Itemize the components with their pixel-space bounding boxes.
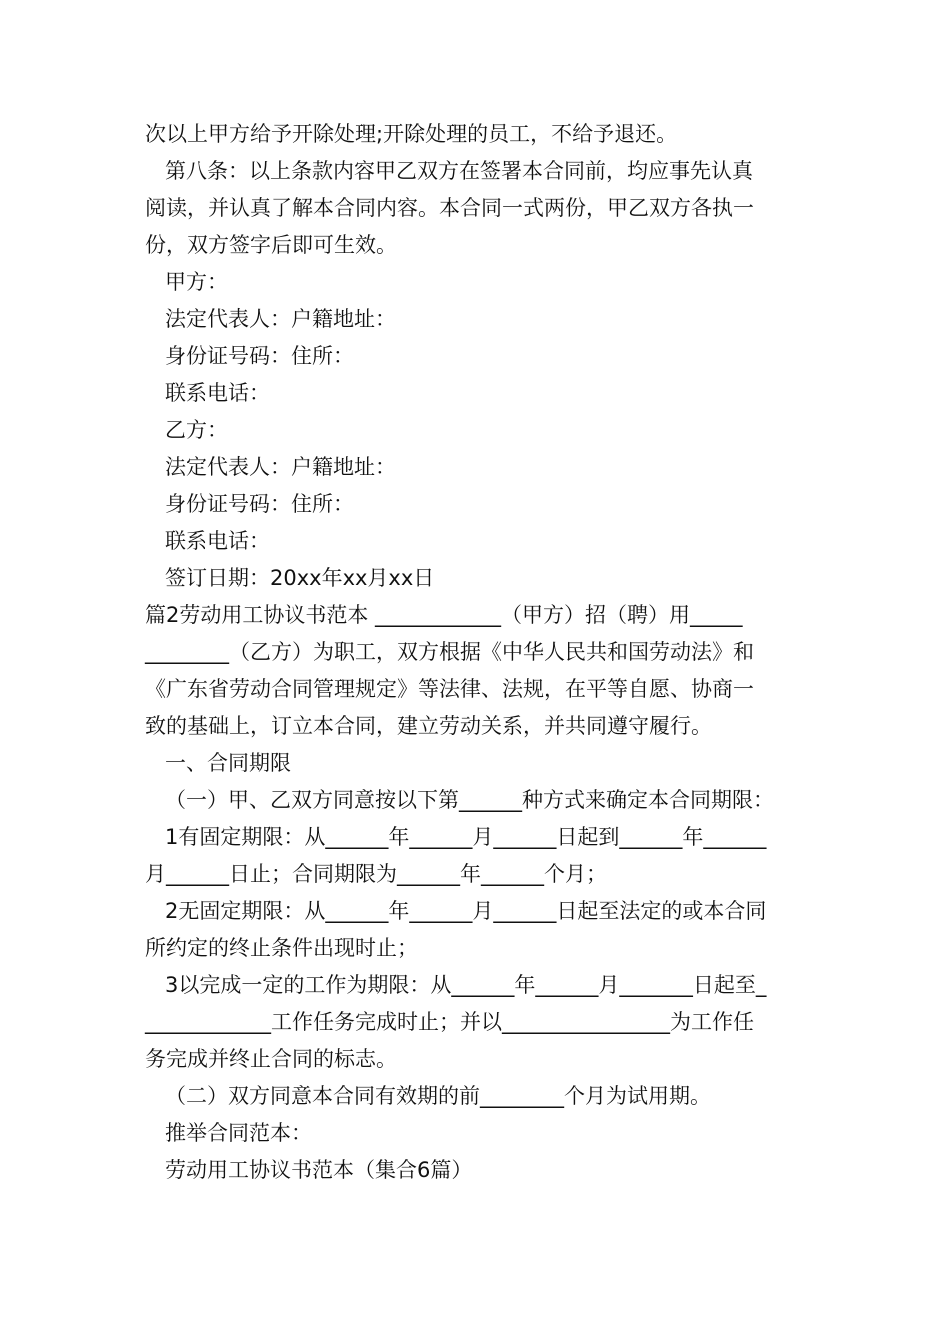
- open-term-line: 2无固定期限：从______年______月______日起至法定的或本合同: [165, 899, 767, 923]
- text-line: 所约定的终止条件出现时止；: [145, 936, 418, 960]
- text-line: 致的基础上，订立本合同，建立劳动关系，并共同遵守履行。: [145, 714, 712, 738]
- text-line: 务完成并终止合同的标志。: [145, 1047, 397, 1071]
- text-line: 阅读，并认真了解本合同内容。本合同一式两份，甲乙双方各执一: [145, 196, 754, 220]
- section-heading: 篇2劳动用工协议书范本 ____________（甲方）招（聘）用_____: [145, 603, 743, 627]
- recommended-link[interactable]: 劳动用工协议书范本（集合6篇）: [165, 1158, 473, 1182]
- text-line: 份，双方签字后即可生效。: [145, 233, 397, 257]
- party-a-representative: 法定代表人：户籍地址：: [165, 307, 396, 331]
- party-b-representative: 法定代表人：户籍地址：: [165, 455, 396, 479]
- party-b-id-number: 身份证号码：住所：: [165, 492, 354, 516]
- party-a-label: 甲方：: [165, 270, 228, 294]
- text-line: ____________工作任务完成时止；并以________________为工作任: [145, 1010, 754, 1034]
- party-a-phone: 联系电话：: [165, 381, 270, 405]
- text-line: 《广东省劳动合同管理规定》等法律、法规，在平等自愿、协商一: [145, 677, 754, 701]
- document-body: [145, 116, 807, 1189]
- party-a-id-number: 身份证号码：住所：: [165, 344, 354, 368]
- task-term-line: 3以完成一定的工作为期限：从______年______月_______日起至_: [165, 973, 767, 997]
- signing-date: 签订日期：20xx年xx月xx日: [165, 566, 435, 590]
- probation-clause: （二）双方同意本合同有效期的前________个月为试用期。: [165, 1084, 711, 1108]
- party-b-phone: 联系电话：: [165, 529, 270, 553]
- recommended-label: 推举合同范本：: [165, 1121, 312, 1145]
- fixed-term-line: 1有固定期限：从______年______月______日起到______年______: [165, 825, 767, 849]
- contract-term-heading: 一、合同期限: [165, 751, 291, 775]
- text-line: 次以上甲方给予开除处理;开除处理的员工，不给予退还。: [145, 122, 678, 146]
- article-eight-line: 第八条：以上条款内容甲乙双方在签署本合同前，均应事先认真: [165, 159, 753, 183]
- text-line: 月______日止；合同期限为______年______个月；: [145, 862, 607, 886]
- clause-one: （一）甲、乙双方同意按以下第______种方式来确定本合同期限：: [165, 788, 774, 812]
- text-line: ________（乙方）为职工，双方根据《中华人民共和国劳动法》和: [145, 640, 754, 664]
- party-b-label: 乙方：: [165, 418, 228, 442]
